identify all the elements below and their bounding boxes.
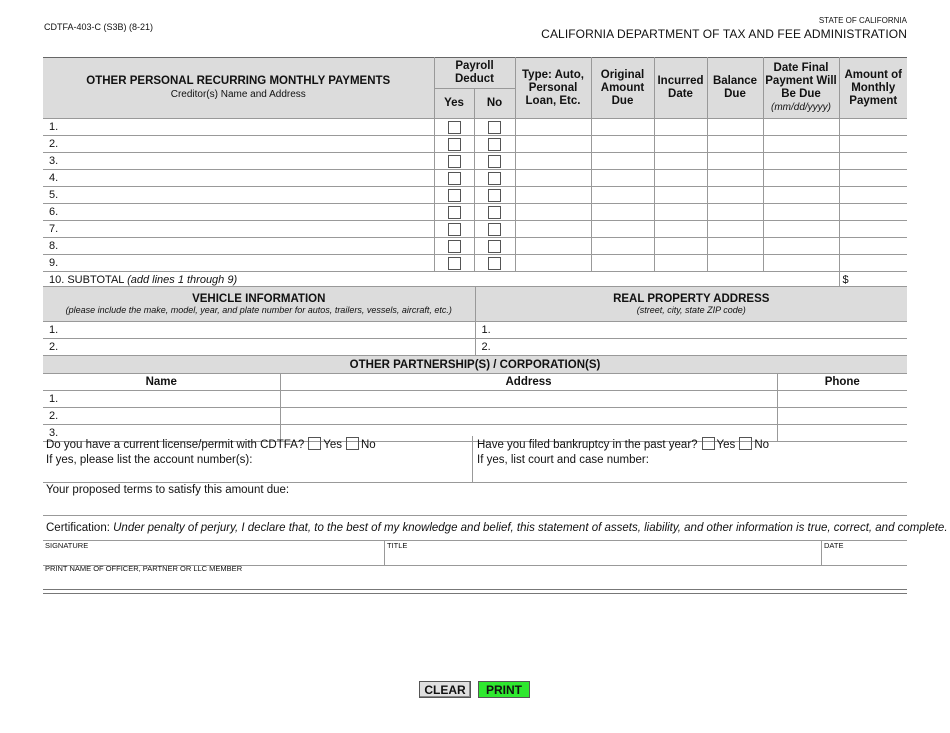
final-payment-date-field-5[interactable]	[763, 187, 839, 204]
payroll-no-cell-5	[474, 187, 515, 204]
payroll-no-cell-8	[474, 238, 515, 255]
license-question-text: Do you have a current license/permit with CDTFA?	[46, 439, 305, 451]
vehicle-field-2[interactable]: 2.	[43, 339, 475, 356]
payroll-yes-cell-3	[434, 153, 474, 170]
original-amount-field-4[interactable]	[591, 170, 654, 187]
vehicle-field-1[interactable]: 1.	[43, 322, 475, 339]
original-amount-field-8[interactable]	[591, 238, 654, 255]
balance-due-field-2[interactable]	[707, 136, 763, 153]
original-amount-field-1[interactable]	[591, 119, 654, 136]
balance-due-field-7[interactable]	[707, 221, 763, 238]
partner-address-field-2[interactable]	[280, 408, 777, 425]
subtotal-amount-field[interactable]: $	[839, 272, 907, 289]
original-amount-field-6[interactable]	[591, 204, 654, 221]
incurred-date-field-3[interactable]	[654, 153, 707, 170]
no-header: No	[474, 89, 515, 119]
creditor-field-1[interactable]: 1.	[43, 119, 434, 136]
original-amount-field-3[interactable]	[591, 153, 654, 170]
payroll-no-checkbox-3[interactable]	[488, 155, 501, 168]
partner-name-field-1[interactable]: 1.	[43, 391, 280, 408]
balance-due-field-8[interactable]	[707, 238, 763, 255]
questions-section	[43, 436, 907, 483]
partner-phone-field-2[interactable]	[777, 408, 907, 425]
payroll-yes-checkbox-7[interactable]	[448, 223, 461, 236]
monthly-payment-field-2[interactable]	[839, 136, 907, 153]
loan-type-field-8[interactable]	[515, 238, 591, 255]
creditor-field-2[interactable]: 2.	[43, 136, 434, 153]
payroll-no-cell-4	[474, 170, 515, 187]
payment-row	[43, 119, 907, 136]
incurred-date-header: Incurred Date	[654, 58, 707, 119]
payroll-deduct-header: Payroll Deduct	[434, 58, 515, 89]
payroll-yes-checkbox-5[interactable]	[448, 189, 461, 202]
final-payment-label: Date Final Payment Will Be Due	[765, 62, 837, 100]
original-amount-field-5[interactable]	[591, 187, 654, 204]
date-field[interactable]	[822, 541, 907, 565]
final-payment-date-field-7[interactable]	[763, 221, 839, 238]
monthly-payment-field-6[interactable]	[839, 204, 907, 221]
monthly-payment-field-1[interactable]	[839, 119, 907, 136]
bankruptcy-no-checkbox[interactable]	[739, 437, 752, 450]
payroll-no-checkbox-6[interactable]	[488, 206, 501, 219]
partner-address-header: Address	[280, 374, 777, 391]
payroll-yes-checkbox-3[interactable]	[448, 155, 461, 168]
loan-type-field-5[interactable]	[515, 187, 591, 204]
monthly-payment-field-7[interactable]	[839, 221, 907, 238]
payroll-yes-cell-9	[434, 255, 474, 272]
creditor-field-8[interactable]: 8.	[43, 238, 434, 255]
license-question	[43, 436, 473, 482]
monthly-payment-field-4[interactable]	[839, 170, 907, 187]
original-amount-header: Original Amount Due	[591, 58, 654, 119]
payroll-no-checkbox-2[interactable]	[488, 138, 501, 151]
balance-due-header: Balance Due	[707, 58, 763, 119]
balance-due-field-6[interactable]	[707, 204, 763, 221]
final-payment-date-field-1[interactable]	[763, 119, 839, 136]
payroll-no-cell-1	[474, 119, 515, 136]
certification-label: Certification:	[46, 522, 110, 534]
subtotal-text: 10. SUBTOTAL	[49, 274, 124, 286]
property-note: (street, city, state ZIP code)	[636, 305, 746, 315]
property-field-2[interactable]: 2.	[475, 339, 907, 356]
payroll-no-cell-3	[474, 153, 515, 170]
balance-due-field-5[interactable]	[707, 187, 763, 204]
partnership-title: OTHER PARTNERSHIP(S) / CORPORATION(S)	[43, 356, 907, 374]
payroll-yes-checkbox-1[interactable]	[448, 121, 461, 134]
vehicle-property-table	[43, 286, 907, 356]
terms-divider	[43, 515, 907, 516]
payroll-yes-checkbox-2[interactable]	[448, 138, 461, 151]
final-payment-date-field-4[interactable]	[763, 170, 839, 187]
property-header	[475, 287, 907, 322]
type-header: Type: Auto, Personal Loan, Etc.	[515, 58, 591, 119]
loan-type-field-3[interactable]	[515, 153, 591, 170]
license-yes-checkbox[interactable]	[308, 437, 321, 450]
monthly-amount-header: Amount of Monthly Payment	[839, 58, 907, 119]
license-account-field[interactable]: If yes, please list the account number(s):	[46, 454, 253, 466]
creditor-field-7[interactable]: 7.	[43, 221, 434, 238]
vehicle-note: (please include the make, model, year, and plate number for autos, trailers, vessels, aircraft, etc.)	[65, 305, 452, 315]
print-button[interactable]: PRINT	[478, 681, 530, 698]
loan-type-field-1[interactable]	[515, 119, 591, 136]
partner-address-field-1[interactable]	[280, 391, 777, 408]
monthly-payment-field-5[interactable]	[839, 187, 907, 204]
vehicle-header	[43, 287, 475, 322]
balance-due-field-1[interactable]	[707, 119, 763, 136]
proposed-terms-field[interactable]: Your proposed terms to satisfy this amount due:	[46, 484, 290, 496]
property-field-1[interactable]: 1.	[475, 322, 907, 339]
payment-row	[43, 204, 907, 221]
license-yes-label: Yes	[323, 439, 342, 451]
payroll-yes-cell-7	[434, 221, 474, 238]
loan-type-field-2[interactable]	[515, 136, 591, 153]
final-payment-date-field-2[interactable]	[763, 136, 839, 153]
payroll-no-checkbox-9[interactable]	[488, 257, 501, 270]
final-payment-date-field-6[interactable]	[763, 204, 839, 221]
original-amount-field-7[interactable]	[591, 221, 654, 238]
bankruptcy-question	[474, 436, 907, 482]
incurred-date-field-4[interactable]	[654, 170, 707, 187]
final-payment-date-field-8[interactable]	[763, 238, 839, 255]
balance-due-field-9[interactable]	[707, 255, 763, 272]
final-payment-date-field-3[interactable]	[763, 153, 839, 170]
payment-row	[43, 255, 907, 272]
incurred-date-field-6[interactable]	[654, 204, 707, 221]
bankruptcy-case-field[interactable]: If yes, list court and case number:	[477, 454, 649, 466]
partnership-table	[43, 355, 907, 442]
title-label: TITLE	[387, 541, 408, 550]
payroll-no-checkbox-5[interactable]	[488, 189, 501, 202]
payroll-no-cell-7	[474, 221, 515, 238]
title-field[interactable]	[385, 541, 822, 565]
original-amount-field-2[interactable]	[591, 136, 654, 153]
partner-name-header: Name	[43, 374, 280, 391]
payment-row	[43, 238, 907, 255]
agency-title: CALIFORNIA DEPARTMENT OF TAX AND FEE ADMINISTRATION	[541, 27, 907, 41]
partner-phone-field-1[interactable]	[777, 391, 907, 408]
loan-type-field-4[interactable]	[515, 170, 591, 187]
loan-type-field-6[interactable]	[515, 204, 591, 221]
signature-field[interactable]	[43, 541, 385, 565]
payroll-yes-cell-8	[434, 238, 474, 255]
incurred-date-field-7[interactable]	[654, 221, 707, 238]
final-payment-header	[763, 58, 839, 119]
subtotal-note: (add lines 1 through 9)	[127, 274, 238, 286]
payroll-yes-checkbox-6[interactable]	[448, 206, 461, 219]
payroll-yes-cell-2	[434, 136, 474, 153]
payroll-yes-cell-1	[434, 119, 474, 136]
property-title: REAL PROPERTY ADDRESS	[613, 293, 770, 305]
payroll-no-cell-6	[474, 204, 515, 221]
bankruptcy-yes-checkbox[interactable]	[702, 437, 715, 450]
print-name-field[interactable]	[43, 564, 907, 589]
certification-text: Under penalty of perjury, I declare that, to the best of my knowledge and belief, this statement of assets, liability, and other information is true, correct, and complete.	[113, 522, 948, 534]
partner-name-field-3[interactable]: 3.	[43, 425, 280, 442]
incurred-date-field-2[interactable]	[654, 136, 707, 153]
payment-row	[43, 170, 907, 187]
signature-label: SIGNATURE	[45, 541, 89, 550]
payments-title: OTHER PERSONAL RECURRING MONTHLY PAYMENTS	[86, 75, 391, 87]
payroll-no-checkbox-4[interactable]	[488, 172, 501, 185]
payroll-yes-checkbox-4[interactable]	[448, 172, 461, 185]
bottom-double-rule	[43, 589, 907, 594]
payroll-no-cell-9	[474, 255, 515, 272]
payroll-no-checkbox-7[interactable]	[488, 223, 501, 236]
loan-type-field-9[interactable]	[515, 255, 591, 272]
payment-row	[43, 221, 907, 238]
date-label: DATE	[824, 541, 844, 550]
balance-due-field-4[interactable]	[707, 170, 763, 187]
payroll-no-checkbox-1[interactable]	[488, 121, 501, 134]
payment-row	[43, 136, 907, 153]
payroll-yes-checkbox-8[interactable]	[448, 240, 461, 253]
partner-name-field-2[interactable]: 2.	[43, 408, 280, 425]
creditor-field-5[interactable]: 5.	[43, 187, 434, 204]
form-id: CDTFA-403-C (S3B) (8-21)	[44, 22, 154, 32]
creditor-field-4[interactable]: 4.	[43, 170, 434, 187]
clear-button[interactable]: CLEAR	[419, 681, 471, 698]
monthly-payment-field-8[interactable]	[839, 238, 907, 255]
state-label: STATE OF CALIFORNIA	[818, 16, 907, 25]
print-name-label: PRINT NAME OF OFFICER, PARTNER OR LLC MEMBER	[45, 564, 243, 573]
monthly-payment-field-9[interactable]	[839, 255, 907, 272]
monthly-payments-table	[43, 57, 907, 289]
payments-header	[43, 58, 434, 119]
original-amount-field-9[interactable]	[591, 255, 654, 272]
payroll-yes-cell-5	[434, 187, 474, 204]
loan-type-field-7[interactable]	[515, 221, 591, 238]
creditor-field-3[interactable]: 3.	[43, 153, 434, 170]
creditor-field-9[interactable]: 9.	[43, 255, 434, 272]
final-payment-date-field-9[interactable]	[763, 255, 839, 272]
yes-header: Yes	[434, 89, 474, 119]
incurred-date-field-1[interactable]	[654, 119, 707, 136]
license-no-checkbox[interactable]	[346, 437, 359, 450]
payroll-no-cell-2	[474, 136, 515, 153]
payroll-yes-cell-6	[434, 204, 474, 221]
bankruptcy-question-text: Have you filed bankruptcy in the past year?	[477, 439, 698, 451]
bankruptcy-yes-label: Yes	[716, 439, 736, 451]
license-no-label: No	[360, 439, 376, 451]
payments-subtitle: Creditor(s) Name and Address	[170, 89, 306, 100]
creditor-field-6[interactable]: 6.	[43, 204, 434, 221]
monthly-payment-field-3[interactable]	[839, 153, 907, 170]
balance-due-field-3[interactable]	[707, 153, 763, 170]
incurred-date-field-9[interactable]	[654, 255, 707, 272]
signature-row	[43, 540, 907, 566]
payment-row	[43, 153, 907, 170]
payment-row	[43, 187, 907, 204]
incurred-date-field-5[interactable]	[654, 187, 707, 204]
payroll-no-checkbox-8[interactable]	[488, 240, 501, 253]
bankruptcy-no-label: No	[754, 439, 770, 451]
certification-statement	[46, 522, 948, 534]
vehicle-title: VEHICLE INFORMATION	[192, 293, 326, 305]
final-payment-format: (mm/dd/yyyy)	[771, 102, 831, 113]
payroll-yes-cell-4	[434, 170, 474, 187]
partner-phone-header: Phone	[777, 374, 907, 391]
payroll-yes-checkbox-9[interactable]	[448, 257, 461, 270]
incurred-date-field-8[interactable]	[654, 238, 707, 255]
